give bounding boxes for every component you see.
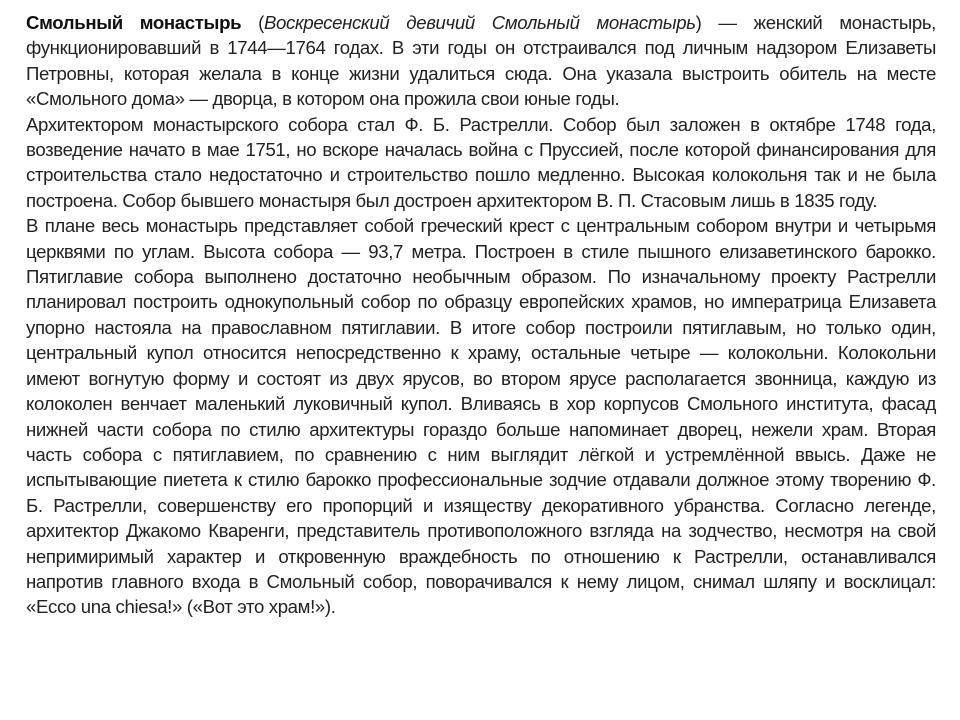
plan-paragraph: В плане весь монастырь представляет собой греческий крест с центральным собором внутри и четырьмя церквями по углам. Высота собора — 93,7 метра. Построен в стиле пышного елизаветинского барокко. Пятиглавие собора выполнено достаточно необычным образом. По изначальному проекту Растрелли планировал построить однокупольный собор по образцу европейских храмов, но императрица Елизавета упорно настояла на православном пятиглавии. В итоге собор построили пятиглавым, но только один, центральный купол относится непосредственно к храму, остальные четыре — колокольни. Колокольни имеют вогнутую форму и состоят из двух ярусов, во втором ярусе располагается звонница, каждую из колоколен венчает маленький луковичный купол. Вливаясь в хор корпусов Смольного института, фасад нижней части собора по стилю архитектуры гораздо больше напоминает дворец, нежели храм. Вторая часть собора с пятиглавием, по сравнению с ним выглядит лёгкой и устремлённой ввысь. Даже не испытывающие пиетета к стилю барокко профессиональные зодчие отдавали должное этому творению Ф. Б. Растрелли, совершенству его пропорций и изяществу декоративного убранства. Согласно легенде, архитектор Джакомо Кваренги, представитель противоположного взгляда на зодчество, несмотря на свой непримиримый характер и откровенную враждебность по отношению к Растрелли, останавливался напротив главного входа в Смольный собор, поворачивался к нему лицом, снимал шляпу и восклицал: «Ecco una chiesa!» («Вот это храм!»).: [26, 215, 936, 618]
intro-text: — женский монастырь, функционировавший в 1744—1764 годах. В эти годы он отстраивался под личным надзором Елизаветы Петровны, которая желала в конце жизни удалиться сюда. Она указала выстроить обитель на месте «Смольного дома» — дворца, в котором она прожила свои юные годы.: [26, 12, 936, 110]
intro-paragraph: Смольный монастырь (Воскресенский девичий Смольный монастырь) — женский монастырь, функционировавший в 1744—1764 годах. В эти годы он отстраивался под личным надзором Елизаветы Петровны, которая желала в конце жизни удалиться сюда. Она указала выстроить обитель на месте «Смольного дома» — дворца, в котором она прожила свои юные годы.: [26, 12, 936, 110]
article-title: Смольный монастырь: [26, 12, 242, 33]
architect-paragraph: Архитектором монастырского собора стал Ф. Б. Растрелли. Собор был заложен в октябре 1748 года, возведение начато в мае 1751, но вскоре началась война с Пруссией, после которой финансирования для строительства стало недостаточно и строительство пошло медленно. Высокая колокольня так и не была построена. Собор бывшего монастыря был достроен архитектором В. П. Стасовым лишь в 1835 году.: [26, 113, 936, 211]
article-body: [26, 10, 936, 620]
article-alt-name: Воскресенский девичий Смольный монастырь: [263, 12, 696, 33]
